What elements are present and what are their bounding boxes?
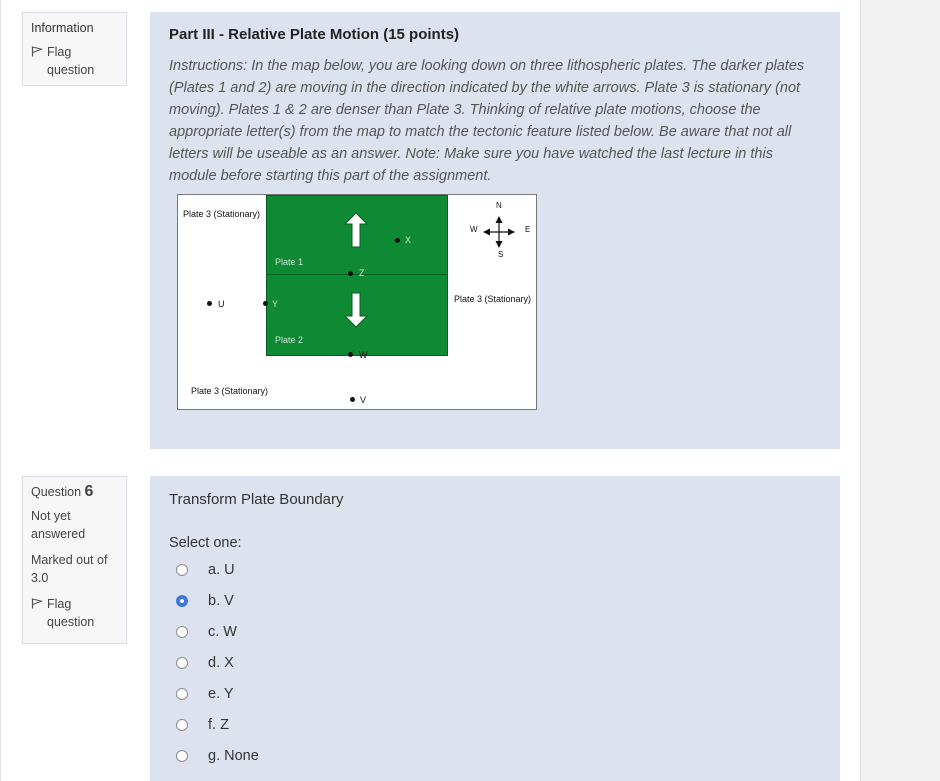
- information-title: Information: [31, 21, 94, 35]
- point-w-marker: [348, 352, 353, 357]
- answer-radio-f[interactable]: [176, 719, 188, 731]
- answer-option-a[interactable]: [176, 560, 235, 580]
- plate-3-label-top-left: Plate 3 (Stationary): [183, 209, 261, 219]
- question-status-line1: Not yet: [31, 509, 71, 523]
- plate-1-motion-arrow-up: [343, 212, 369, 248]
- point-u-marker: [207, 301, 212, 306]
- answer-option-e[interactable]: [176, 684, 234, 704]
- answer-option-g[interactable]: [176, 746, 259, 766]
- select-one-prompt: Select one:: [169, 535, 242, 551]
- right-side-panel: [860, 0, 940, 781]
- question-label: Question: [31, 485, 82, 499]
- information-info-box: [22, 12, 127, 86]
- plate-1-label: Plate 1: [275, 257, 304, 267]
- answer-label-b: b. V: [208, 593, 234, 609]
- question-status: [31, 507, 118, 543]
- flag-label: Flag: [47, 597, 72, 611]
- plate-2-label: Plate 2: [275, 335, 304, 345]
- question-info-box: [22, 476, 127, 644]
- flag-question-link[interactable]: [31, 43, 118, 79]
- question-grade-line1: Marked out of: [31, 553, 108, 567]
- point-z-marker: [348, 271, 353, 276]
- answer-option-d[interactable]: [176, 653, 234, 673]
- answer-radio-a[interactable]: [176, 564, 188, 576]
- point-v-marker: [350, 397, 355, 402]
- plate-2-motion-arrow-down: [343, 292, 369, 328]
- flag-icon: [31, 598, 43, 609]
- compass-south-label: S: [498, 250, 504, 259]
- instructions-text: Instructions: In the map below, you are looking down on three lithospheric plates. The darker plates (Plates 1 and 2) are moving in the direction indicated by the white arrows. Plate 3 is stationary (not moving). Plates 1 & 2 are denser than Plate 3. Thinking of relative plate motions, choose the appropriate letter(s) from the map to match the tectonic feature listed below. Be aware that not all letters will be useable as an answer. Note: Make sure you have watched the last lecture in this module before starting this part of the assignment.: [169, 58, 805, 184]
- question-grade-line2: 3.0: [31, 571, 49, 585]
- flag-label-cont: question: [47, 615, 95, 629]
- answer-label-c: c. W: [208, 624, 237, 640]
- information-content: [150, 12, 840, 449]
- point-z-label: Z: [359, 268, 365, 278]
- compass-north-label: N: [496, 201, 502, 210]
- point-x-label: X: [405, 235, 412, 245]
- point-y-label: Y: [272, 299, 279, 309]
- point-x-marker: [395, 238, 400, 243]
- point-y-marker: [263, 301, 268, 306]
- question-text: Transform Plate Boundary: [169, 491, 344, 508]
- compass-east-label: E: [525, 225, 531, 234]
- plate-3-label-right: Plate 3 (Stationary): [454, 294, 532, 304]
- answer-label-g: g. None: [208, 748, 259, 764]
- answer-radio-e[interactable]: [176, 688, 188, 700]
- question-status-line2: answered: [31, 527, 86, 541]
- answer-label-f: f. Z: [208, 717, 229, 733]
- answer-radio-b[interactable]: [176, 595, 188, 607]
- flag-question-link[interactable]: [31, 595, 118, 631]
- answer-radio-d[interactable]: [176, 657, 188, 669]
- question-content: [150, 476, 840, 781]
- plate-map: [177, 194, 537, 410]
- flag-icon: [31, 46, 43, 57]
- flag-label-cont: question: [47, 63, 95, 77]
- plate-3-label-bottom: Plate 3 (Stationary): [191, 386, 269, 396]
- point-v-label: V: [360, 395, 367, 405]
- part-title: Part III - Relative Plate Motion (15 points): [169, 26, 460, 43]
- question-grade: [31, 551, 118, 587]
- answer-label-a: a. U: [208, 562, 235, 578]
- answer-radio-c[interactable]: [176, 626, 188, 638]
- compass-rose-icon: [482, 215, 516, 249]
- compass-west-label: W: [470, 225, 478, 234]
- question-number: 6: [84, 483, 94, 500]
- point-u-label: U: [218, 299, 225, 309]
- point-w-label: W: [359, 350, 368, 360]
- question-number-heading: [31, 483, 118, 501]
- answer-option-b[interactable]: [176, 591, 234, 611]
- answer-label-d: d. X: [208, 655, 234, 671]
- page-left-border: [0, 0, 1, 781]
- answer-option-c[interactable]: [176, 622, 237, 642]
- answer-radio-g[interactable]: [176, 750, 188, 762]
- flag-label: Flag: [47, 45, 72, 59]
- answer-option-f[interactable]: [176, 715, 229, 735]
- answer-label-e: e. Y: [208, 686, 234, 702]
